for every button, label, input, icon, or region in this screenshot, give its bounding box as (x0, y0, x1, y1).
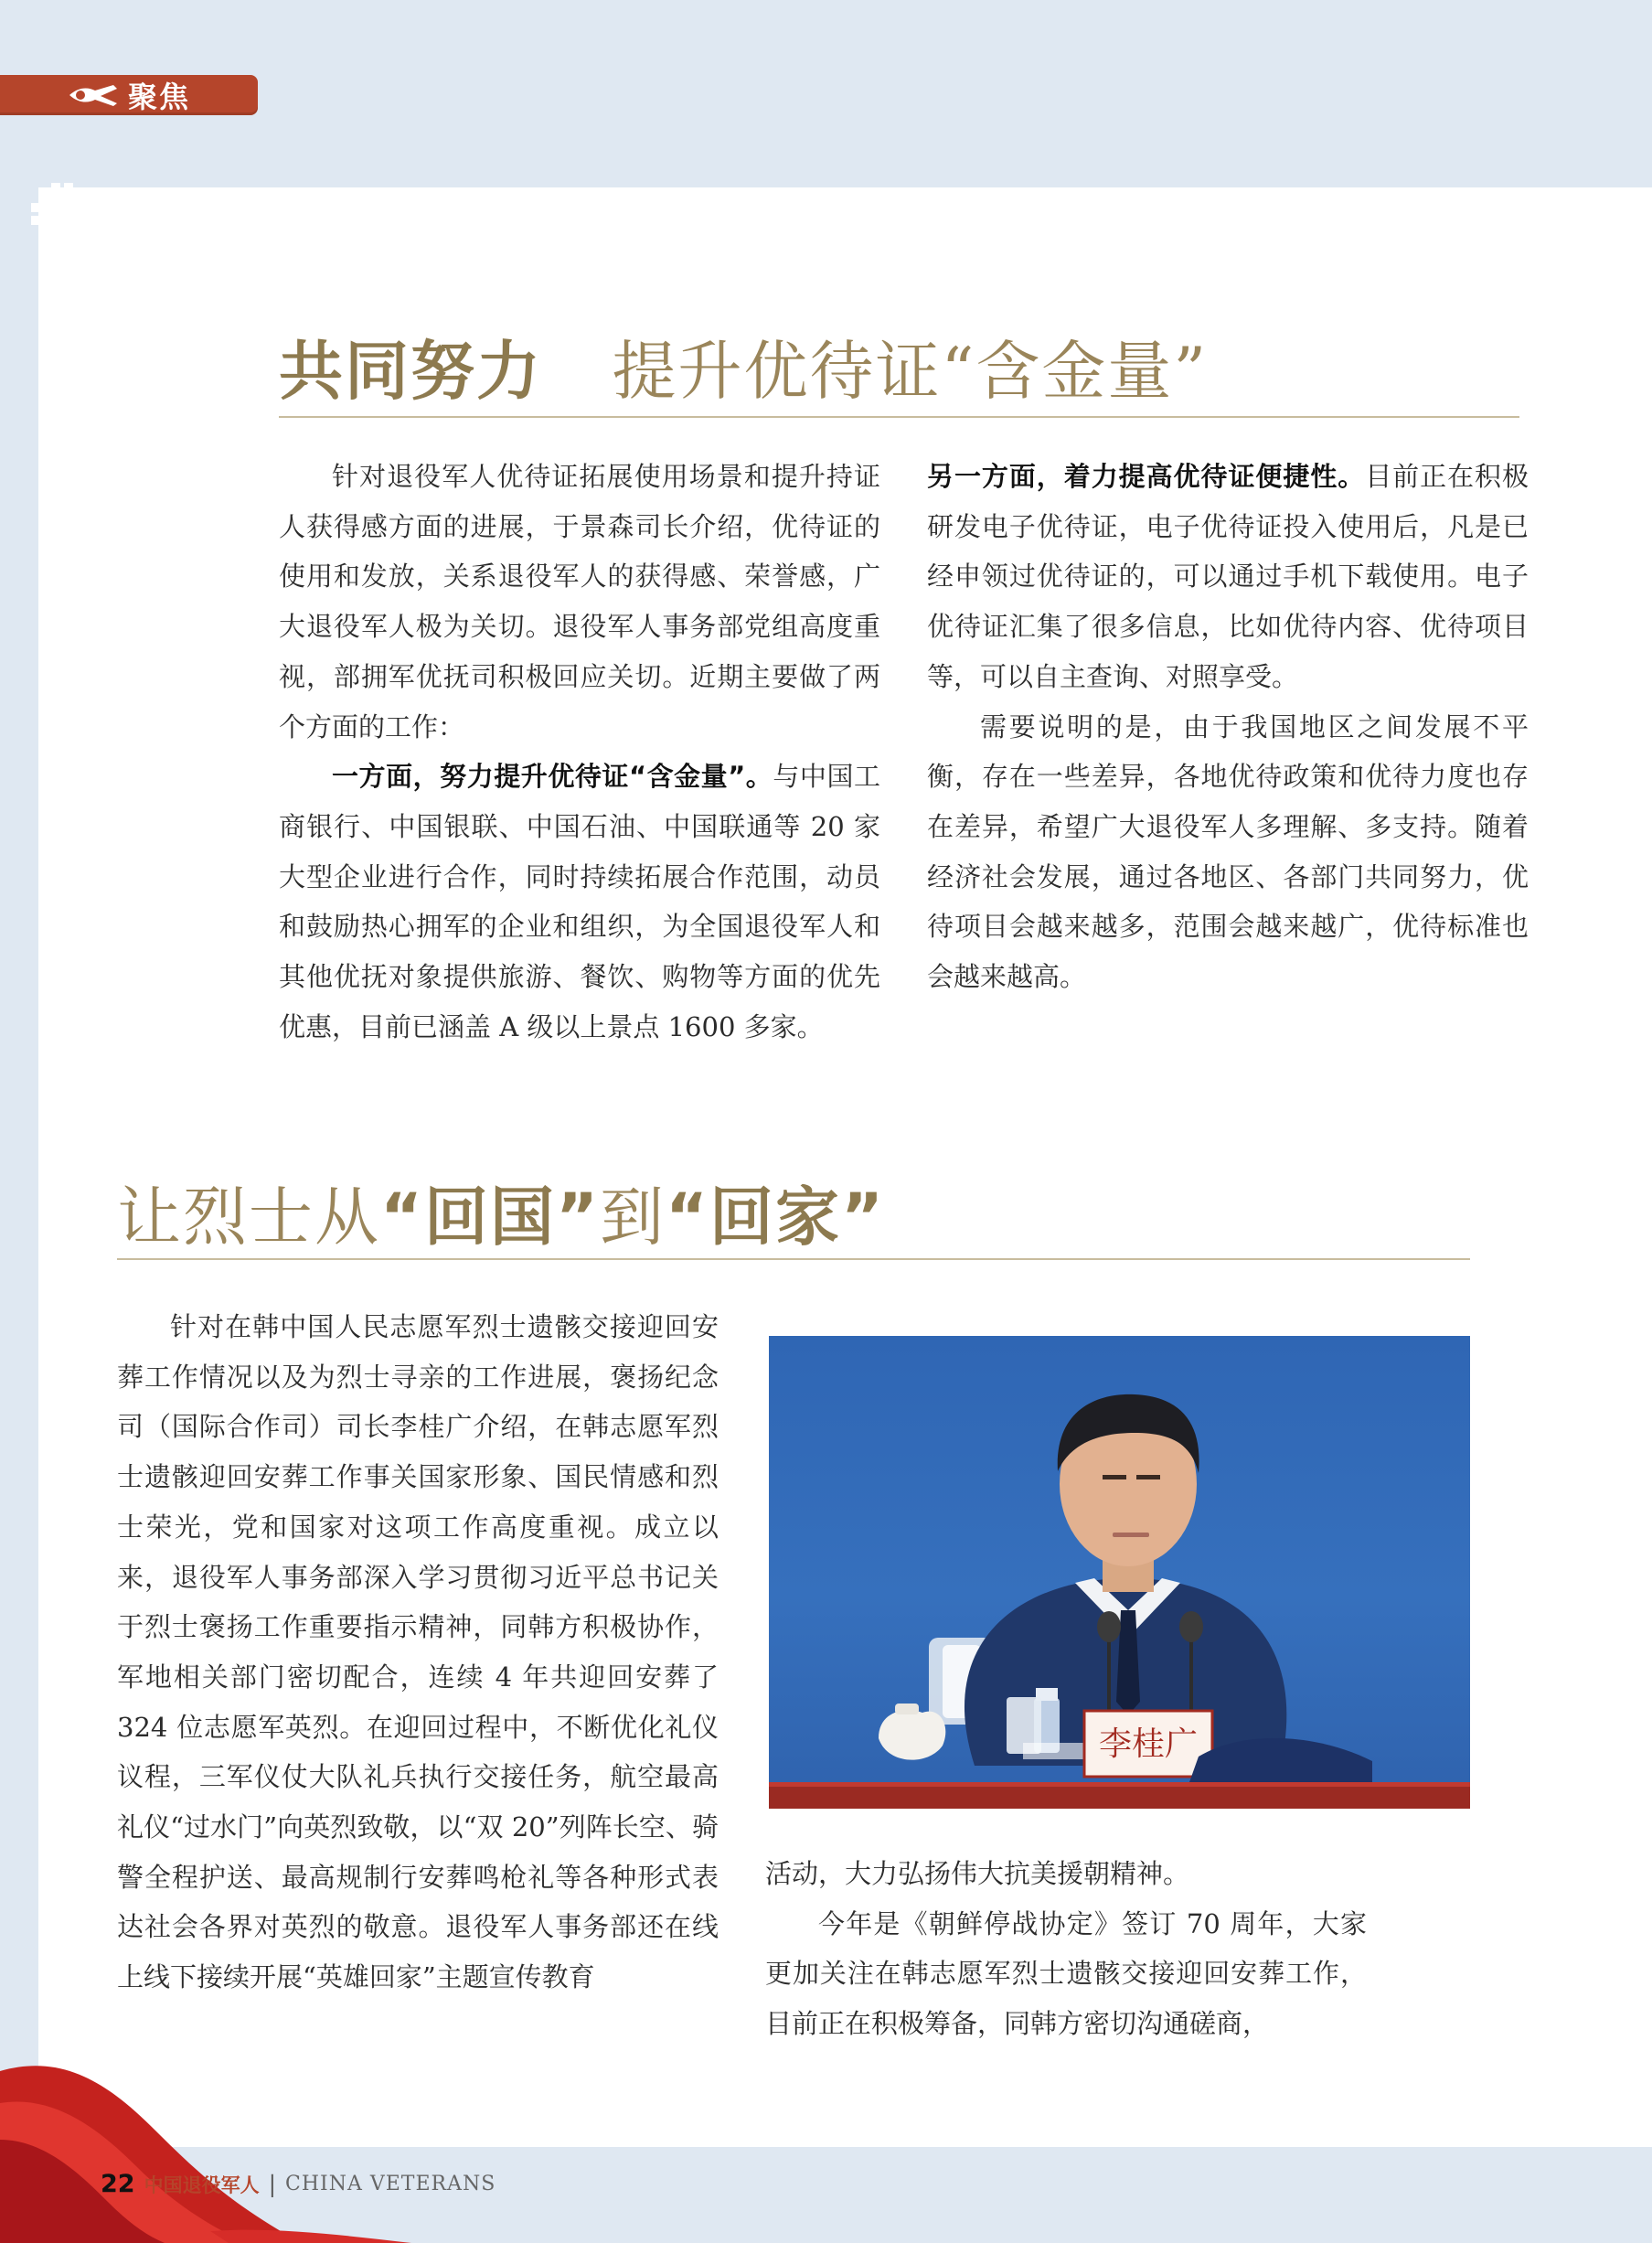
page-number: 22 (101, 2170, 135, 2198)
section-tab-label: 聚焦 (127, 80, 190, 114)
nameplate: 李桂广 (1098, 1725, 1199, 1763)
article2-title-q2: “回家” (666, 1180, 886, 1255)
article2-column-right (765, 1849, 1367, 2049)
red-ribbon-decoration (0, 2048, 475, 2243)
section-tab (0, 75, 258, 115)
paragraph-text: 目前正在积极研发电子优待证，电子优待证投入使用后，凡是已经申领过优待证的，可以通过手机下载使用。电子优待证汇集了很多信息，比如优待内容、优待项目等，可以自主查询、对照享受。 (927, 461, 1529, 692)
speaker-illustration (769, 1336, 1470, 1809)
article2-title-q1: “回国” (380, 1180, 601, 1255)
article1-title-rest: 提升优待证“含金量” (612, 334, 1209, 409)
article1-title-strong: 共同努力 (279, 334, 542, 409)
footer-separator: | (268, 2171, 277, 2197)
article2-title-pre: 让烈士从 (117, 1180, 380, 1255)
paragraph (279, 752, 880, 1052)
article2-title (117, 1166, 885, 1258)
article1-divider (279, 416, 1519, 418)
paragraph-text: 与中国工商银行、中国银联、中国石油、中国联通等 20 家大型企业进行合作，同时持续拓展合作范围，动员和鼓励热心拥军的企业和组织，为全国退役军人和其他优抚对象提供旅游、餐饮、购物等方面的优先优惠，目前已涵盖 A 级以上景点 1600 多家。 (279, 761, 880, 1042)
article1-column-right (927, 452, 1529, 1002)
corner-decoration (31, 183, 75, 227)
article1-column-left (279, 452, 880, 1052)
bold-lead: 另一方面，着力提高优待证便捷性。 (927, 461, 1366, 492)
magazine-name-cn: 中国退役军人 (144, 2174, 260, 2196)
paragraph: 针对退役军人优待证拓展使用场景和提升持证人获得感方面的进展，于景森司长介绍，优待证的使用和发放，关系退役军人的获得感、荣誉感，广大退役军人极为关切。退役军人事务部党组高度重视，部拥军优抚司积极回应关切。近期主要做了两个方面的工作： (279, 461, 880, 742)
speaker-photo (769, 1336, 1470, 1809)
bugle-icon (68, 81, 119, 109)
paragraph: 活动，大力弘扬伟大抗美援朝精神。 (765, 1858, 1190, 1889)
article2-column-left (117, 1302, 719, 2003)
article1-title (279, 320, 1208, 412)
paragraph: 今年是《朝鲜停战协定》签订 70 周年，大家更加关注在韩志愿军烈士遗骸交接迎回安葬工作，目前正在积极筹备，同韩方密切沟通磋商， (765, 1907, 1367, 2040)
paragraph (927, 452, 1529, 702)
magazine-name-en: CHINA VETERANS (285, 2173, 496, 2195)
article2-title-mid: 到 (600, 1180, 666, 1255)
paragraph: 需要说明的是，由于我国地区之间发展不平衡，存在一些差异，各地优待政策和优待力度也存在差异，希望广大退役军人多理解、多支持。随着经济社会发展，通过各地区、各部门共同努力，优待项目会越来越多，范围会越来越广，优待标准也会越来越高。 (927, 710, 1529, 993)
paragraph: 针对在韩中国人民志愿军烈士遗骸交接迎回安葬工作情况以及为烈士寻亲的工作进展，褒扬纪念司（国际合作司）司长李桂广介绍，在韩志愿军烈士遗骸迎回安葬工作事关国家形象、国民情感和烈士荣光，党和国家对这项工作高度重视。成立以来，退役军人事务部深入学习贯彻习近平总书记关于烈士褒扬工作重要指示精神，同韩方积极协作，军地相关部门密切配合，连续 4 年共迎回安葬了 324 位志愿军英烈。在迎回过程中，不断优化礼仪议程，三军仪仗大队礼兵执行交接任务，航空最高礼仪“过水门”向英烈致敬，以“双 20”列阵长空、骑警全程护送、最高规制行安葬鸣枪礼等各种形式表达社会各界对英烈的敬意。退役军人事务部还在线上线下接续开展“英雄回家”主题宣传教育 (117, 1311, 719, 1993)
bold-lead: 一方面，努力提升优待证“含金量”。 (332, 761, 773, 793)
page-footer (101, 2170, 496, 2198)
article2-divider (117, 1258, 1470, 1260)
